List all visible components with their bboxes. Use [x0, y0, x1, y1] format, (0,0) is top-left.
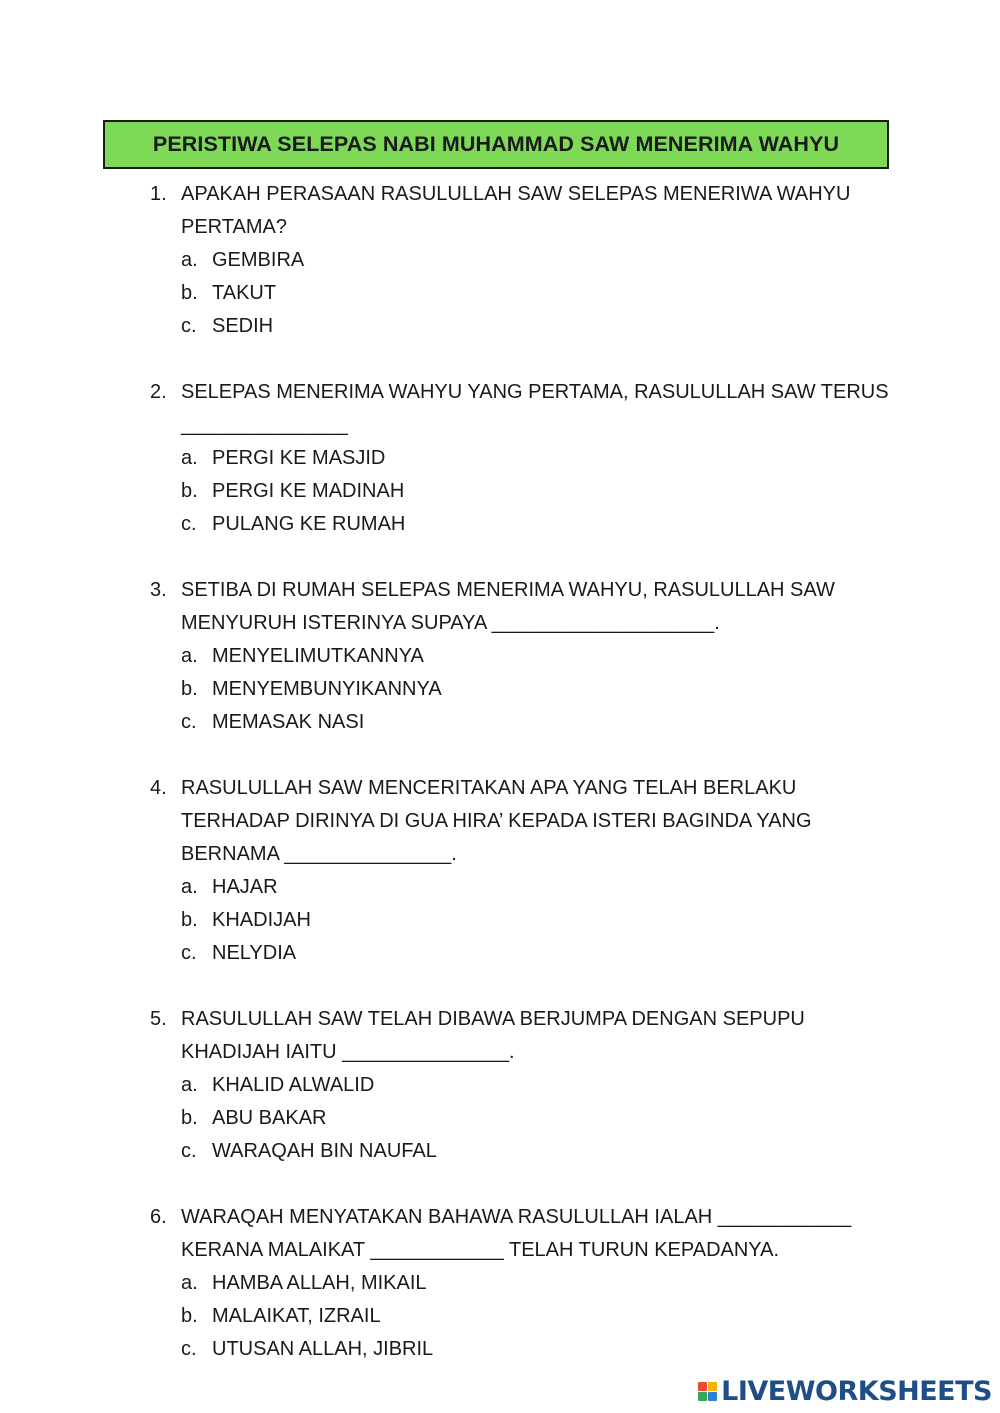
option-text: NELYDIA — [212, 942, 297, 964]
answer-option-b[interactable] — [150, 1102, 890, 1135]
question-text-line: BERNAMA _______________. — [181, 843, 457, 865]
answer-option-b[interactable] — [150, 475, 890, 508]
answer-option-a[interactable] — [150, 1267, 890, 1300]
option-text: MEMASAK NASI — [212, 711, 365, 733]
question-text-line: TERHADAP DIRINYA DI GUA HIRA’ KEPADA ISTERI BAGINDA YANG — [181, 810, 812, 832]
question-text-line: 2. SELEPAS MENERIMA WAHYU YANG PERTAMA, RASULULLAH SAW TERUS — [150, 376, 890, 409]
question-text-line: 4. RASULULLAH SAW MENCERITAKAN APA YANG TELAH BERLAKU — [150, 772, 890, 805]
answer-option-b[interactable] — [150, 277, 890, 310]
option-text: SEDIH — [212, 315, 274, 337]
question-number: 3. — [150, 579, 167, 601]
option-text: KHADIJAH — [212, 909, 311, 931]
option-text: HAJAR — [212, 876, 278, 898]
answer-option-c[interactable] — [150, 937, 890, 970]
option-letter: c. — [181, 711, 197, 733]
question-5 — [150, 1003, 890, 1168]
answer-option-a[interactable] — [150, 442, 890, 475]
option-letter: c. — [181, 942, 197, 964]
answer-option-b[interactable] — [150, 673, 890, 706]
option-letter: b. — [181, 1107, 198, 1129]
answer-option-c[interactable] — [150, 508, 890, 541]
option-letter: a. — [181, 1074, 198, 1096]
question-3 — [150, 574, 890, 739]
question-number: 2. — [150, 381, 167, 403]
option-text: MENYEMBUNYIKANNYA — [212, 678, 442, 700]
question-text-line: 1. APAKAH PERASAAN RASULULLAH SAW SELEPAS MENERIWA WAHYU — [150, 178, 890, 211]
liveworksheets-brand[interactable] — [698, 1376, 992, 1407]
question-2 — [150, 376, 890, 541]
question-4 — [150, 772, 890, 970]
option-letter: b. — [181, 678, 198, 700]
option-text: WARAQAH BIN NAUFAL — [212, 1140, 437, 1162]
question-text-line: 6. WARAQAH MENYATAKAN BAHAWA RASULULLAH IALAH ____________ — [150, 1201, 890, 1234]
option-letter: b. — [181, 480, 198, 502]
option-letter: c. — [181, 513, 197, 535]
worksheet-title-text: PERISTIWA SELEPAS NABI MUHAMMAD SAW MENERIMA WAHYU — [152, 132, 840, 156]
option-text: TAKUT — [212, 282, 277, 304]
option-text: PERGI KE MASJID — [212, 447, 386, 469]
answer-option-a[interactable] — [150, 244, 890, 277]
option-letter: b. — [181, 1305, 198, 1327]
option-text: ABU BAKAR — [212, 1107, 327, 1129]
option-text: KHALID ALWALID — [212, 1074, 375, 1096]
option-letter: a. — [181, 1272, 198, 1294]
option-letter: c. — [181, 1140, 197, 1162]
answer-option-c[interactable] — [150, 1333, 890, 1366]
option-letter: b. — [181, 909, 198, 931]
question-number: 6. — [150, 1206, 167, 1228]
option-letter: a. — [181, 876, 198, 898]
question-text-line: KHADIJAH IAITU _______________. — [181, 1041, 515, 1063]
answer-blank[interactable]: _______________ — [181, 414, 348, 436]
question-1 — [150, 178, 890, 343]
brand-name: LIVEWORKSHEETS — [721, 1376, 992, 1407]
option-text: GEMBIRA — [212, 249, 305, 271]
question-text-line: 3. SETIBA DI RUMAH SELEPAS MENERIMA WAHYU, RASULULLAH SAW — [150, 574, 890, 607]
question-text-line: MENYURUH ISTERINYA SUPAYA ____________________. — [181, 612, 720, 634]
option-letter: c. — [181, 1338, 197, 1360]
option-letter: b. — [181, 282, 198, 304]
question-number: 1. — [150, 183, 167, 205]
option-letter: c. — [181, 315, 197, 337]
option-text: MENYELIMUTKANNYA — [212, 645, 424, 667]
question-text-line: 5. RASULULLAH SAW TELAH DIBAWA BERJUMPA DENGAN SEPUPU — [150, 1003, 890, 1036]
question-text-line: PERTAMA? — [181, 216, 287, 238]
option-text: PERGI KE MADINAH — [212, 480, 405, 502]
option-letter: a. — [181, 447, 198, 469]
answer-option-a[interactable] — [150, 640, 890, 673]
option-text: MALAIKAT, IZRAIL — [212, 1305, 381, 1327]
option-text: UTUSAN ALLAH, JIBRIL — [212, 1338, 434, 1360]
answer-option-a[interactable] — [150, 871, 890, 904]
answer-option-b[interactable] — [150, 1300, 890, 1333]
worksheet-title — [103, 120, 889, 169]
question-text-line: KERANA MALAIKAT ____________ TELAH TURUN KEPADANYA. — [181, 1239, 780, 1261]
answer-option-a[interactable] — [150, 1069, 890, 1102]
answer-option-c[interactable] — [150, 706, 890, 739]
question-6 — [150, 1201, 890, 1366]
answer-option-c[interactable] — [150, 310, 890, 343]
liveworksheets-logo-icon — [698, 1382, 717, 1401]
option-letter: a. — [181, 645, 198, 667]
answer-option-b[interactable] — [150, 904, 890, 937]
question-number: 4. — [150, 777, 167, 799]
option-letter: a. — [181, 249, 198, 271]
option-text: PULANG KE RUMAH — [212, 513, 406, 535]
option-text: HAMBA ALLAH, MIKAIL — [212, 1272, 427, 1294]
question-number: 5. — [150, 1008, 167, 1030]
answer-option-c[interactable] — [150, 1135, 890, 1168]
